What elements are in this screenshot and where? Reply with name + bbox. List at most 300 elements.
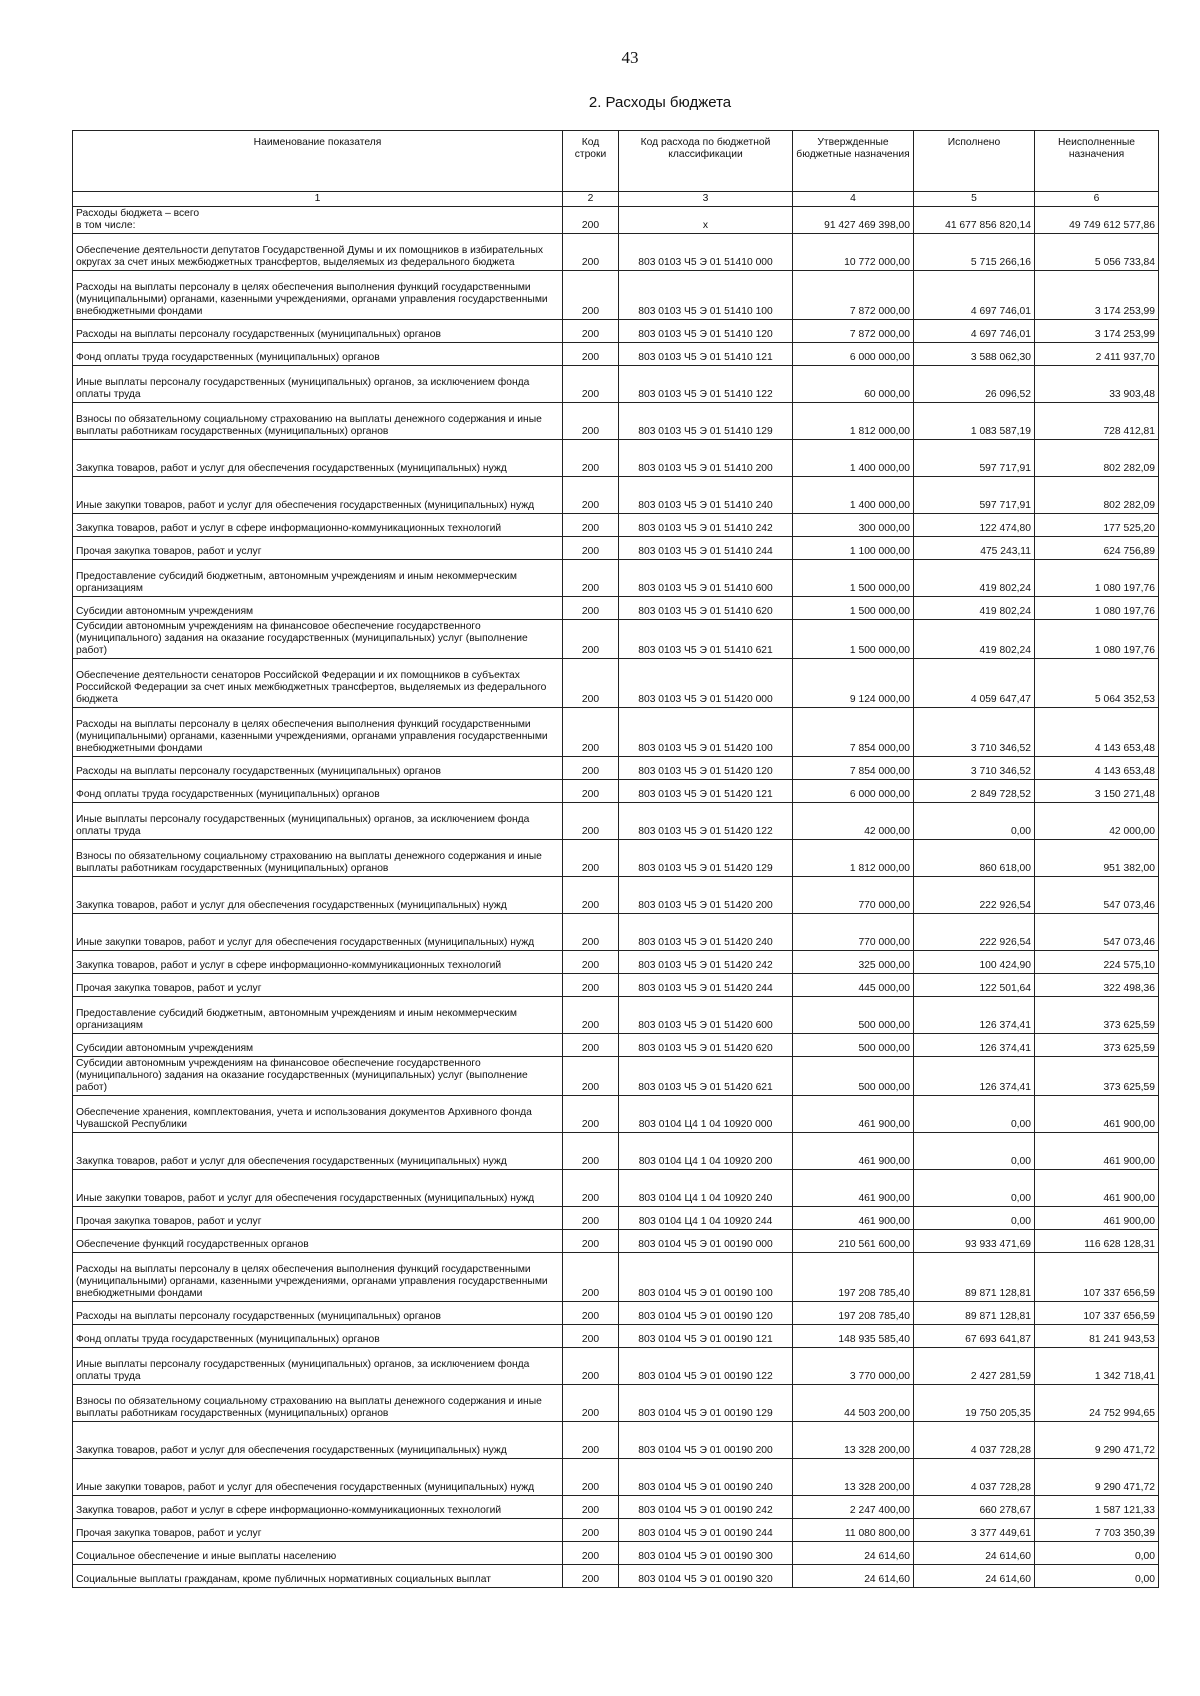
- row-name-cell: Взносы по обязательному социальному страхованию на выплаты денежного содержания и иные выплаты работникам государственных (муниципальных) органов: [73, 840, 563, 877]
- row-executed-amount: 93 933 471,69: [914, 1230, 1035, 1253]
- row-line-code: 200: [563, 234, 619, 271]
- row-unexecuted-amount: 5 056 733,84: [1035, 234, 1159, 271]
- row-classification-code: 803 0103 Ч5 Э 01 51410 242: [619, 514, 793, 537]
- row-unexecuted-amount: 42 000,00: [1035, 803, 1159, 840]
- row-executed-amount: 4 059 647,47: [914, 659, 1035, 708]
- table-row: [73, 803, 1159, 840]
- row-executed-amount: 126 374,41: [914, 997, 1035, 1034]
- table-row: [73, 560, 1159, 597]
- row-unexecuted-amount: 9 290 471,72: [1035, 1459, 1159, 1496]
- table-row: [73, 708, 1159, 757]
- row-classification-code: 803 0103 Ч5 Э 01 51420 200: [619, 877, 793, 914]
- row-unexecuted-amount: 224 575,10: [1035, 951, 1159, 974]
- row-executed-amount: 1 083 587,19: [914, 403, 1035, 440]
- row-classification-code: 803 0103 Ч5 Э 01 51410 122: [619, 366, 793, 403]
- table-row: [73, 1542, 1159, 1565]
- row-unexecuted-amount: 3 174 253,99: [1035, 320, 1159, 343]
- row-executed-amount: 3 710 346,52: [914, 708, 1035, 757]
- row-line-code: 200: [563, 757, 619, 780]
- row-executed-amount: 475 243,11: [914, 537, 1035, 560]
- row-approved-amount: 1 812 000,00: [793, 403, 914, 440]
- row-executed-amount: 4 697 746,01: [914, 271, 1035, 320]
- row-line-code: 200: [563, 840, 619, 877]
- row-line-code: 200: [563, 1096, 619, 1133]
- row-executed-amount: 3 588 062,30: [914, 343, 1035, 366]
- row-name-cell: Иные выплаты персоналу государственных (муниципальных) органов, за исключением фонда оплаты труда: [73, 803, 563, 840]
- row-approved-amount: 500 000,00: [793, 1034, 914, 1057]
- row-line-code: 200: [563, 1057, 619, 1096]
- table-row: [73, 877, 1159, 914]
- row-unexecuted-amount: 461 900,00: [1035, 1207, 1159, 1230]
- row-unexecuted-amount: 373 625,59: [1035, 1057, 1159, 1096]
- row-unexecuted-amount: 802 282,09: [1035, 477, 1159, 514]
- row-approved-amount: 3 770 000,00: [793, 1348, 914, 1385]
- table-row: [73, 974, 1159, 997]
- row-classification-code: 803 0104 Ч5 Э 01 00190 120: [619, 1302, 793, 1325]
- row-executed-amount: 24 614,60: [914, 1565, 1035, 1588]
- row-line-code: 200: [563, 708, 619, 757]
- row-approved-amount: 7 872 000,00: [793, 320, 914, 343]
- row-executed-amount: 2 849 728,52: [914, 780, 1035, 803]
- table-row: [73, 1496, 1159, 1519]
- row-approved-amount: 461 900,00: [793, 1133, 914, 1170]
- row-line-code: 200: [563, 477, 619, 514]
- row-classification-code: 803 0103 Ч5 Э 01 51410 121: [619, 343, 793, 366]
- row-approved-amount: 197 208 785,40: [793, 1253, 914, 1302]
- row-name-cell: Взносы по обязательному социальному страхованию на выплаты денежного содержания и иные выплаты работникам государственных (муниципальных) органов: [73, 1385, 563, 1422]
- row-classification-code: 803 0104 Ч5 Э 01 00190 242: [619, 1496, 793, 1519]
- row-unexecuted-amount: 116 628 128,31: [1035, 1230, 1159, 1253]
- row-approved-amount: 44 503 200,00: [793, 1385, 914, 1422]
- row-name-cell: Прочая закупка товаров, работ и услуг: [73, 974, 563, 997]
- table-row: [73, 1253, 1159, 1302]
- row-executed-amount: 24 614,60: [914, 1542, 1035, 1565]
- row-line-code: 200: [563, 366, 619, 403]
- row-classification-code: 803 0103 Ч5 Э 01 51420 121: [619, 780, 793, 803]
- row-executed-amount: 126 374,41: [914, 1057, 1035, 1096]
- row-executed-amount: 3 710 346,52: [914, 757, 1035, 780]
- row-executed-amount: 19 750 205,35: [914, 1385, 1035, 1422]
- header-unexecuted: Неисполненные назначения: [1035, 131, 1159, 192]
- table-row: [73, 620, 1159, 659]
- row-name-cell: Предоставление субсидий бюджетным, автономным учреждениям и иным некоммерческим организациям: [73, 560, 563, 597]
- row-unexecuted-amount: 373 625,59: [1035, 997, 1159, 1034]
- table-row: [73, 207, 1159, 234]
- row-approved-amount: 148 935 585,40: [793, 1325, 914, 1348]
- row-unexecuted-amount: 107 337 656,59: [1035, 1302, 1159, 1325]
- table-row: [73, 1565, 1159, 1588]
- header-row: [73, 131, 1159, 192]
- header-approved: Утвержденные бюджетные назначения: [793, 131, 914, 192]
- row-classification-code: 803 0103 Ч5 Э 01 51420 100: [619, 708, 793, 757]
- row-classification-code: 803 0103 Ч5 Э 01 51410 621: [619, 620, 793, 659]
- row-name-cell: Субсидии автономным учреждениям: [73, 1034, 563, 1057]
- row-unexecuted-amount: 33 903,48: [1035, 366, 1159, 403]
- row-approved-amount: 11 080 800,00: [793, 1519, 914, 1542]
- row-approved-amount: 1 500 000,00: [793, 620, 914, 659]
- row-unexecuted-amount: 4 143 653,48: [1035, 708, 1159, 757]
- row-line-code: 200: [563, 1230, 619, 1253]
- row-approved-amount: 24 614,60: [793, 1565, 914, 1588]
- row-line-code: 200: [563, 997, 619, 1034]
- row-name-cell: Закупка товаров, работ и услуг в сфере информационно-коммуникационных технологий: [73, 1496, 563, 1519]
- row-name-cell: Фонд оплаты труда государственных (муниципальных) органов: [73, 343, 563, 366]
- row-classification-code: 803 0103 Ч5 Э 01 51420 242: [619, 951, 793, 974]
- row-name-cell: Расходы на выплаты персоналу в целях обеспечения выполнения функций государственными (муниципальными) органами, казенными учреждениями, органами управления государственными внебюджетными фондами: [73, 708, 563, 757]
- row-classification-code: 803 0104 Ч5 Э 01 00190 121: [619, 1325, 793, 1348]
- table-row: [73, 659, 1159, 708]
- row-name-cell: Фонд оплаты труда государственных (муниципальных) органов: [73, 780, 563, 803]
- row-unexecuted-amount: 547 073,46: [1035, 877, 1159, 914]
- row-unexecuted-amount: 461 900,00: [1035, 1133, 1159, 1170]
- row-line-code: 200: [563, 320, 619, 343]
- row-classification-code: 803 0103 Ч5 Э 01 51410 600: [619, 560, 793, 597]
- row-approved-amount: 325 000,00: [793, 951, 914, 974]
- row-unexecuted-amount: 1 342 718,41: [1035, 1348, 1159, 1385]
- row-executed-amount: 3 377 449,61: [914, 1519, 1035, 1542]
- row-line-code: 200: [563, 1422, 619, 1459]
- row-approved-amount: 461 900,00: [793, 1170, 914, 1207]
- row-name-cell: Прочая закупка товаров, работ и услуг: [73, 537, 563, 560]
- row-classification-code: 803 0103 Ч5 Э 01 51420 244: [619, 974, 793, 997]
- row-approved-amount: 1 400 000,00: [793, 440, 914, 477]
- row-classification-code: 803 0104 Ц4 1 04 10920 240: [619, 1170, 793, 1207]
- row-line-code: 200: [563, 914, 619, 951]
- header-number: 2: [563, 192, 619, 207]
- table-row: [73, 403, 1159, 440]
- row-name-cell: Иные закупки товаров, работ и услуг для обеспечения государственных (муниципальных) нужд: [73, 477, 563, 514]
- row-unexecuted-amount: 1 587 121,33: [1035, 1496, 1159, 1519]
- row-approved-amount: 42 000,00: [793, 803, 914, 840]
- table-row: [73, 1302, 1159, 1325]
- row-name-cell: Расходы на выплаты персоналу государственных (муниципальных) органов: [73, 1302, 563, 1325]
- row-classification-code: 803 0103 Ч5 Э 01 51420 621: [619, 1057, 793, 1096]
- row-line-code: 200: [563, 877, 619, 914]
- table-row: [73, 780, 1159, 803]
- row-line-code: 200: [563, 271, 619, 320]
- row-executed-amount: 0,00: [914, 1170, 1035, 1207]
- row-classification-code: 803 0103 Ч5 Э 01 51410 200: [619, 440, 793, 477]
- table-row: [73, 320, 1159, 343]
- row-line-code: 200: [563, 1170, 619, 1207]
- row-unexecuted-amount: 624 756,89: [1035, 537, 1159, 560]
- row-name-cell: Обеспечение функций государственных органов: [73, 1230, 563, 1253]
- table-row: [73, 366, 1159, 403]
- row-name-cell: Расходы бюджета – всего в том числе:: [73, 207, 563, 234]
- row-unexecuted-amount: 1 080 197,76: [1035, 620, 1159, 659]
- row-executed-amount: 222 926,54: [914, 914, 1035, 951]
- row-executed-amount: 26 096,52: [914, 366, 1035, 403]
- row-approved-amount: 7 854 000,00: [793, 757, 914, 780]
- table-row: [73, 514, 1159, 537]
- row-approved-amount: 1 500 000,00: [793, 597, 914, 620]
- row-approved-amount: 770 000,00: [793, 914, 914, 951]
- row-executed-amount: 67 693 641,87: [914, 1325, 1035, 1348]
- row-classification-code: 803 0104 Ц4 1 04 10920 200: [619, 1133, 793, 1170]
- header-number: 5: [914, 192, 1035, 207]
- row-unexecuted-amount: 4 143 653,48: [1035, 757, 1159, 780]
- row-line-code: 200: [563, 1519, 619, 1542]
- row-executed-amount: 0,00: [914, 1207, 1035, 1230]
- row-line-code: 200: [563, 1348, 619, 1385]
- row-approved-amount: 13 328 200,00: [793, 1459, 914, 1496]
- row-line-code: 200: [563, 1542, 619, 1565]
- row-name-cell: Обеспечение хранения, комплектования, учета и использования документов Архивного фонда Чувашской Республики: [73, 1096, 563, 1133]
- table-row: [73, 914, 1159, 951]
- section-title: 2. Расходы бюджета: [588, 94, 732, 111]
- row-executed-amount: 419 802,24: [914, 560, 1035, 597]
- row-classification-code: x: [619, 207, 793, 234]
- row-classification-code: 803 0104 Ч5 Э 01 00190 240: [619, 1459, 793, 1496]
- row-classification-code: 803 0104 Ч5 Э 01 00190 000: [619, 1230, 793, 1253]
- row-name-cell: Субсидии автономным учреждениям на финансовое обеспечение государственного (муниципального) задания на оказание государственных (муниципальных) услуг (выполнение работ): [73, 1057, 563, 1096]
- row-name-cell: Прочая закупка товаров, работ и услуг: [73, 1207, 563, 1230]
- row-executed-amount: 0,00: [914, 1096, 1035, 1133]
- row-name-cell: Субсидии автономным учреждениям на финансовое обеспечение государственного (муниципального) задания на оказание государственных (муниципальных) услуг (выполнение работ): [73, 620, 563, 659]
- row-unexecuted-amount: 177 525,20: [1035, 514, 1159, 537]
- table-row: [73, 757, 1159, 780]
- row-unexecuted-amount: 0,00: [1035, 1565, 1159, 1588]
- row-executed-amount: 2 427 281,59: [914, 1348, 1035, 1385]
- row-executed-amount: 4 037 728,28: [914, 1459, 1035, 1496]
- row-unexecuted-amount: 5 064 352,53: [1035, 659, 1159, 708]
- row-unexecuted-amount: 1 080 197,76: [1035, 597, 1159, 620]
- table-row: [73, 840, 1159, 877]
- row-executed-amount: 89 871 128,81: [914, 1253, 1035, 1302]
- row-unexecuted-amount: 0,00: [1035, 1542, 1159, 1565]
- header-number: 1: [73, 192, 563, 207]
- row-name-cell: Иные закупки товаров, работ и услуг для обеспечения государственных (муниципальных) нужд: [73, 1170, 563, 1207]
- table-row: [73, 343, 1159, 366]
- table-row: [73, 997, 1159, 1034]
- row-approved-amount: 1 100 000,00: [793, 537, 914, 560]
- table-row: [73, 1096, 1159, 1133]
- table-row: [73, 537, 1159, 560]
- row-approved-amount: 60 000,00: [793, 366, 914, 403]
- row-name-cell: Иные выплаты персоналу государственных (муниципальных) органов, за исключением фонда оплаты труда: [73, 366, 563, 403]
- row-name-cell: Иные закупки товаров, работ и услуг для обеспечения государственных (муниципальных) нужд: [73, 1459, 563, 1496]
- table-row: [73, 1385, 1159, 1422]
- row-name-cell: Иные закупки товаров, работ и услуг для обеспечения государственных (муниципальных) нужд: [73, 914, 563, 951]
- row-approved-amount: 500 000,00: [793, 997, 914, 1034]
- row-line-code: 200: [563, 780, 619, 803]
- row-executed-amount: 4 037 728,28: [914, 1422, 1035, 1459]
- row-line-code: 200: [563, 620, 619, 659]
- row-classification-code: 803 0103 Ч5 Э 01 51410 000: [619, 234, 793, 271]
- table-row: [73, 1034, 1159, 1057]
- row-line-code: 200: [563, 1496, 619, 1519]
- row-executed-amount: 4 697 746,01: [914, 320, 1035, 343]
- header-name: Наименование показателя: [73, 131, 563, 192]
- row-name-cell: Прочая закупка товаров, работ и услуг: [73, 1519, 563, 1542]
- row-name-cell: Закупка товаров, работ и услуг в сфере информационно-коммуникационных технологий: [73, 514, 563, 537]
- table-row: [73, 1519, 1159, 1542]
- row-executed-amount: 41 677 856 820,14: [914, 207, 1035, 234]
- row-classification-code: 803 0104 Ц4 1 04 10920 244: [619, 1207, 793, 1230]
- row-approved-amount: 24 614,60: [793, 1542, 914, 1565]
- row-line-code: 200: [563, 514, 619, 537]
- row-approved-amount: 10 772 000,00: [793, 234, 914, 271]
- row-name-cell: Расходы на выплаты персоналу государственных (муниципальных) органов: [73, 757, 563, 780]
- row-executed-amount: 597 717,91: [914, 477, 1035, 514]
- row-name-cell: Взносы по обязательному социальному страхованию на выплаты денежного содержания и иные выплаты работникам государственных (муниципальных) органов: [73, 403, 563, 440]
- row-line-code: 200: [563, 1253, 619, 1302]
- row-line-code: 200: [563, 1302, 619, 1325]
- row-approved-amount: 7 872 000,00: [793, 271, 914, 320]
- table-row: [73, 271, 1159, 320]
- row-classification-code: 803 0103 Ч5 Э 01 51420 000: [619, 659, 793, 708]
- row-unexecuted-amount: 951 382,00: [1035, 840, 1159, 877]
- row-approved-amount: 9 124 000,00: [793, 659, 914, 708]
- row-unexecuted-amount: 81 241 943,53: [1035, 1325, 1159, 1348]
- row-line-code: 200: [563, 974, 619, 997]
- row-classification-code: 803 0103 Ч5 Э 01 51410 100: [619, 271, 793, 320]
- row-approved-amount: 300 000,00: [793, 514, 914, 537]
- row-classification-code: 803 0103 Ч5 Э 01 51410 620: [619, 597, 793, 620]
- row-approved-amount: 461 900,00: [793, 1096, 914, 1133]
- row-unexecuted-amount: 3 174 253,99: [1035, 271, 1159, 320]
- row-name-cell: Фонд оплаты труда государственных (муниципальных) органов: [73, 1325, 563, 1348]
- row-unexecuted-amount: 9 290 471,72: [1035, 1422, 1159, 1459]
- row-line-code: 200: [563, 560, 619, 597]
- row-unexecuted-amount: 7 703 350,39: [1035, 1519, 1159, 1542]
- row-classification-code: 803 0103 Ч5 Э 01 51420 620: [619, 1034, 793, 1057]
- row-classification-code: 803 0104 Ц4 1 04 10920 000: [619, 1096, 793, 1133]
- row-classification-code: 803 0103 Ч5 Э 01 51410 240: [619, 477, 793, 514]
- row-line-code: 200: [563, 1565, 619, 1588]
- row-line-code: 200: [563, 343, 619, 366]
- table-row: [73, 597, 1159, 620]
- row-unexecuted-amount: 547 073,46: [1035, 914, 1159, 951]
- row-line-code: 200: [563, 1459, 619, 1496]
- row-line-code: 200: [563, 1133, 619, 1170]
- page-number: 43: [621, 48, 639, 67]
- row-unexecuted-amount: 461 900,00: [1035, 1170, 1159, 1207]
- row-unexecuted-amount: 2 411 937,70: [1035, 343, 1159, 366]
- table-row: [73, 1133, 1159, 1170]
- header-line-code: Код строки: [563, 131, 619, 192]
- row-approved-amount: 445 000,00: [793, 974, 914, 997]
- row-approved-amount: 13 328 200,00: [793, 1422, 914, 1459]
- row-unexecuted-amount: 728 412,81: [1035, 403, 1159, 440]
- row-classification-code: 803 0103 Ч5 Э 01 51420 600: [619, 997, 793, 1034]
- row-line-code: 200: [563, 207, 619, 234]
- row-approved-amount: 1 812 000,00: [793, 840, 914, 877]
- row-executed-amount: 222 926,54: [914, 877, 1035, 914]
- table-row: [73, 1207, 1159, 1230]
- row-name-cell: Расходы на выплаты персоналу государственных (муниципальных) органов: [73, 320, 563, 343]
- row-executed-amount: 419 802,24: [914, 620, 1035, 659]
- row-executed-amount: 0,00: [914, 1133, 1035, 1170]
- row-classification-code: 803 0103 Ч5 Э 01 51420 122: [619, 803, 793, 840]
- row-approved-amount: 6 000 000,00: [793, 343, 914, 366]
- header-number: 4: [793, 192, 914, 207]
- row-approved-amount: 461 900,00: [793, 1207, 914, 1230]
- row-classification-code: 803 0104 Ч5 Э 01 00190 300: [619, 1542, 793, 1565]
- row-approved-amount: 1 500 000,00: [793, 560, 914, 597]
- row-line-code: 200: [563, 951, 619, 974]
- table-row: [73, 1422, 1159, 1459]
- row-unexecuted-amount: 1 080 197,76: [1035, 560, 1159, 597]
- table-row: [73, 1348, 1159, 1385]
- row-name-cell: Социальное обеспечение и иные выплаты населению: [73, 1542, 563, 1565]
- row-name-cell: Обеспечение деятельности депутатов Государственной Думы и их помощников в избирательных округах за счет иных межбюджетных трансфертов, выделяемых из федерального бюджета: [73, 234, 563, 271]
- row-classification-code: 803 0104 Ч5 Э 01 00190 122: [619, 1348, 793, 1385]
- row-classification-code: 803 0103 Ч5 Э 01 51420 240: [619, 914, 793, 951]
- table-row: [73, 1325, 1159, 1348]
- row-executed-amount: 122 474,80: [914, 514, 1035, 537]
- table-row: [73, 1230, 1159, 1253]
- row-name-cell: Социальные выплаты гражданам, кроме публичных нормативных социальных выплат: [73, 1565, 563, 1588]
- row-line-code: 200: [563, 1325, 619, 1348]
- row-executed-amount: 0,00: [914, 803, 1035, 840]
- row-approved-amount: 6 000 000,00: [793, 780, 914, 803]
- table-row: [73, 1057, 1159, 1096]
- header-number-row: [73, 192, 1159, 207]
- table-row: [73, 951, 1159, 974]
- row-executed-amount: 660 278,67: [914, 1496, 1035, 1519]
- row-unexecuted-amount: 461 900,00: [1035, 1096, 1159, 1133]
- row-unexecuted-amount: 107 337 656,59: [1035, 1253, 1159, 1302]
- row-classification-code: 803 0104 Ч5 Э 01 00190 320: [619, 1565, 793, 1588]
- row-approved-amount: 500 000,00: [793, 1057, 914, 1096]
- row-name-cell: Закупка товаров, работ и услуг в сфере информационно-коммуникационных технологий: [73, 951, 563, 974]
- row-line-code: 200: [563, 1034, 619, 1057]
- row-name-cell: Закупка товаров, работ и услуг для обеспечения государственных (муниципальных) нужд: [73, 1133, 563, 1170]
- header-number: 3: [619, 192, 793, 207]
- row-executed-amount: 122 501,64: [914, 974, 1035, 997]
- row-name-cell: Закупка товаров, работ и услуг для обеспечения государственных (муниципальных) нужд: [73, 1422, 563, 1459]
- row-name-cell: Субсидии автономным учреждениям: [73, 597, 563, 620]
- row-classification-code: 803 0104 Ч5 Э 01 00190 200: [619, 1422, 793, 1459]
- row-line-code: 200: [563, 403, 619, 440]
- row-unexecuted-amount: 49 749 612 577,86: [1035, 207, 1159, 234]
- row-approved-amount: 7 854 000,00: [793, 708, 914, 757]
- header-executed: Исполнено: [914, 131, 1035, 192]
- expenses-table: [72, 130, 1159, 1588]
- row-unexecuted-amount: 373 625,59: [1035, 1034, 1159, 1057]
- row-name-cell: Расходы на выплаты персоналу в целях обеспечения выполнения функций государственными (муниципальными) органами, казенными учреждениями, органами управления государственными внебюджетными фондами: [73, 1253, 563, 1302]
- row-approved-amount: 91 427 469 398,00: [793, 207, 914, 234]
- row-classification-code: 803 0104 Ч5 Э 01 00190 100: [619, 1253, 793, 1302]
- row-name-cell: Расходы на выплаты персоналу в целях обеспечения выполнения функций государственными (муниципальными) органами, казенными учреждениями, органами управления государственными внебюджетными фондами: [73, 271, 563, 320]
- row-approved-amount: 210 561 600,00: [793, 1230, 914, 1253]
- table-row: [73, 234, 1159, 271]
- row-classification-code: 803 0103 Ч5 Э 01 51420 129: [619, 840, 793, 877]
- row-line-code: 200: [563, 659, 619, 708]
- row-classification-code: 803 0103 Ч5 Э 01 51420 120: [619, 757, 793, 780]
- row-unexecuted-amount: 802 282,09: [1035, 440, 1159, 477]
- row-classification-code: 803 0104 Ч5 Э 01 00190 129: [619, 1385, 793, 1422]
- row-executed-amount: 100 424,90: [914, 951, 1035, 974]
- header-classification: Код расхода по бюджетной классификации: [619, 131, 793, 192]
- row-classification-code: 803 0103 Ч5 Э 01 51410 120: [619, 320, 793, 343]
- row-classification-code: 803 0103 Ч5 Э 01 51410 129: [619, 403, 793, 440]
- row-classification-code: 803 0104 Ч5 Э 01 00190 244: [619, 1519, 793, 1542]
- row-line-code: 200: [563, 440, 619, 477]
- row-approved-amount: 1 400 000,00: [793, 477, 914, 514]
- row-line-code: 200: [563, 803, 619, 840]
- row-name-cell: Предоставление субсидий бюджетным, автономным учреждениям и иным некоммерческим организациям: [73, 997, 563, 1034]
- row-name-cell: Обеспечение деятельности сенаторов Российской Федерации и их помощников в субъектах Российской Федерации за счет иных межбюджетных трансфертов, выделяемых из федерального бюджета: [73, 659, 563, 708]
- row-approved-amount: 770 000,00: [793, 877, 914, 914]
- row-executed-amount: 5 715 266,16: [914, 234, 1035, 271]
- row-executed-amount: 860 618,00: [914, 840, 1035, 877]
- row-name-cell: Иные выплаты персоналу государственных (муниципальных) органов, за исключением фонда оплаты труда: [73, 1348, 563, 1385]
- row-name-cell: Закупка товаров, работ и услуг для обеспечения государственных (муниципальных) нужд: [73, 440, 563, 477]
- row-unexecuted-amount: 322 498,36: [1035, 974, 1159, 997]
- table-row: [73, 477, 1159, 514]
